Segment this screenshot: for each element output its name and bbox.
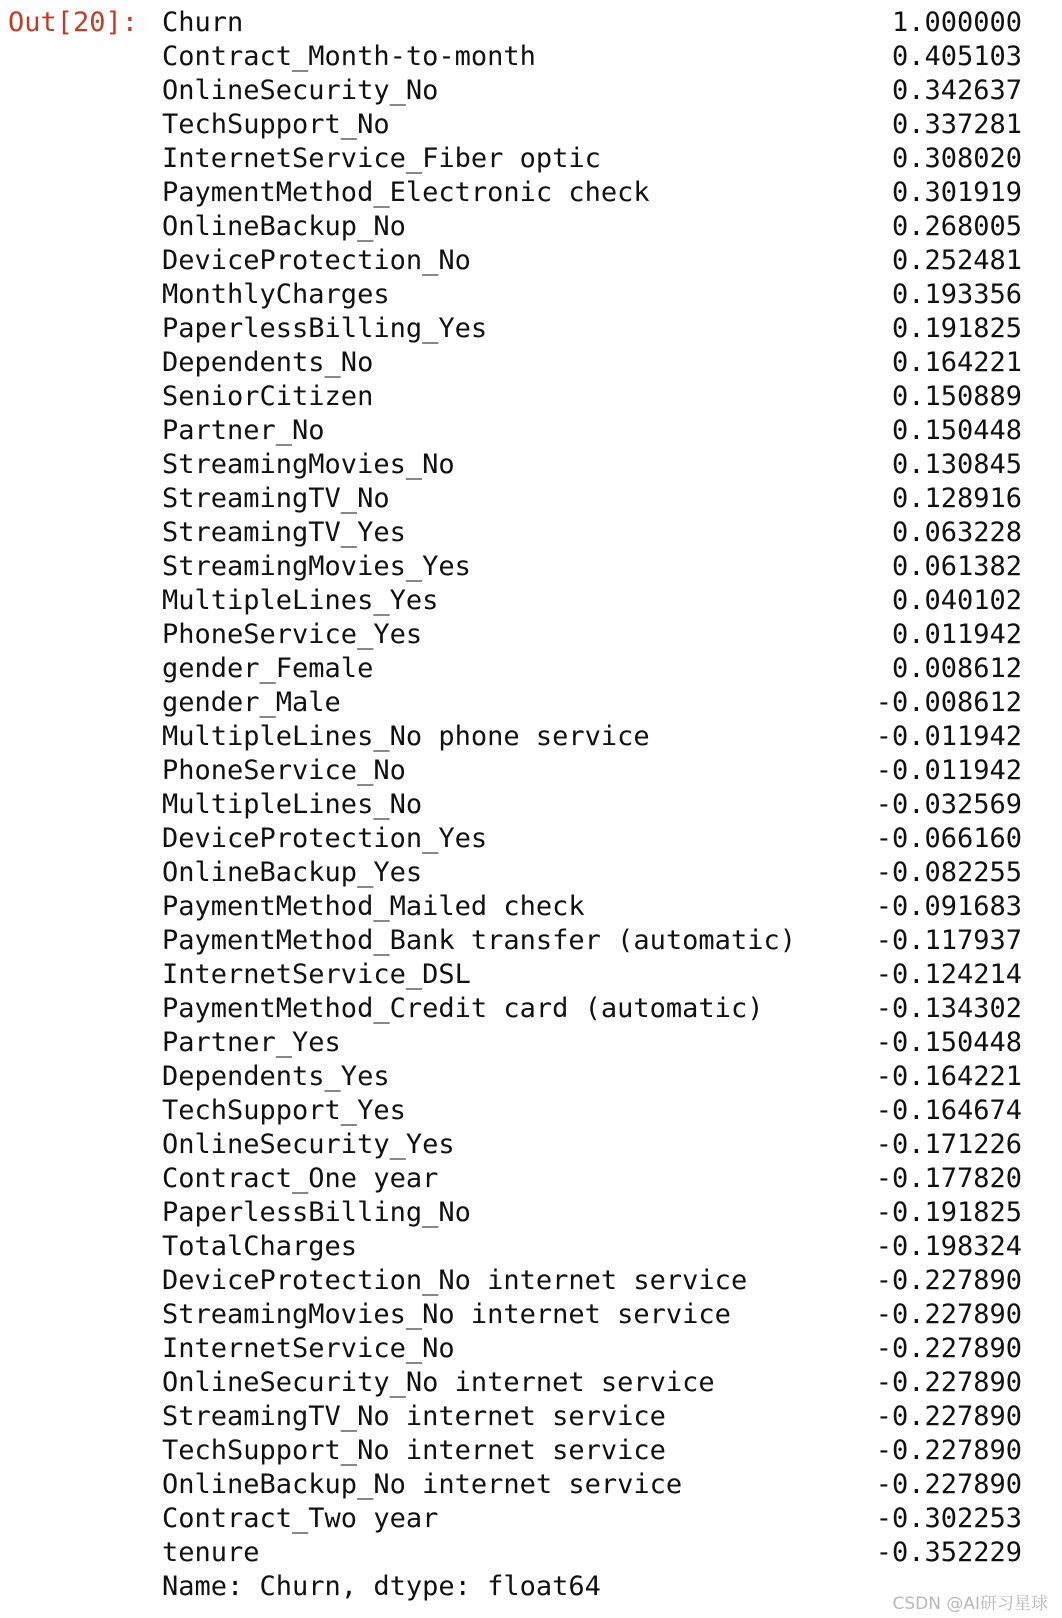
- series-row: [162, 1400, 1022, 1434]
- series-row: [162, 1128, 1022, 1162]
- series-value: -0.134302: [875, 993, 1022, 1024]
- series-value: 0.308020: [891, 143, 1022, 174]
- series-index-label: PaymentMethod_Electronic check: [162, 177, 650, 208]
- series-index-label: Dependents_No: [162, 347, 374, 378]
- series-index-label: StreamingTV_No internet service: [162, 1401, 666, 1432]
- series-value: 0.193356: [891, 279, 1022, 310]
- series-value: 0.063228: [891, 517, 1022, 548]
- series-index-label: TotalCharges: [162, 1231, 358, 1262]
- series-value: -0.091683: [875, 891, 1022, 922]
- series-value: 0.342637: [891, 75, 1022, 106]
- series-row: [162, 1366, 1022, 1400]
- series-row: [162, 1298, 1022, 1332]
- series-value: -0.227890: [875, 1265, 1022, 1296]
- series-row: [162, 1434, 1022, 1468]
- series-index-label: gender_Female: [162, 653, 374, 684]
- series-index-label: StreamingTV_Yes: [162, 517, 406, 548]
- series-index-label: InternetService_Fiber optic: [162, 143, 601, 174]
- series-index-label: StreamingTV_No: [162, 483, 390, 514]
- series-value: -0.227890: [875, 1401, 1022, 1432]
- series-value: -0.171226: [875, 1129, 1022, 1160]
- series-value: -0.198324: [875, 1231, 1022, 1262]
- series-value: -0.227890: [875, 1299, 1022, 1330]
- series-index-label: TechSupport_No internet service: [162, 1435, 666, 1466]
- series-value: 0.061382: [891, 551, 1022, 582]
- series-row: [162, 278, 1022, 312]
- series-index-label: PaperlessBilling_No: [162, 1197, 471, 1228]
- series-row: [162, 788, 1022, 822]
- series-value: 0.128916: [891, 483, 1022, 514]
- series-value: 0.268005: [891, 211, 1022, 242]
- series-row: [162, 142, 1022, 176]
- series-row: [162, 414, 1022, 448]
- series-value: 0.008612: [891, 653, 1022, 684]
- series-index-label: PaperlessBilling_Yes: [162, 313, 488, 344]
- series-index-label: OnlineSecurity_Yes: [162, 1129, 455, 1160]
- series-value: -0.117937: [875, 925, 1022, 956]
- series-index-label: TechSupport_No: [162, 109, 390, 140]
- series-index-label: tenure: [162, 1537, 260, 1568]
- series-footer: Name: Churn, dtype: float64: [162, 1571, 601, 1602]
- series-row: [162, 312, 1022, 346]
- series-row: [162, 1162, 1022, 1196]
- series-value: -0.124214: [875, 959, 1022, 990]
- series-value: -0.302253: [875, 1503, 1022, 1534]
- series-index-label: PaymentMethod_Credit card (automatic): [162, 993, 764, 1024]
- series-row: [162, 346, 1022, 380]
- series-row: [162, 210, 1022, 244]
- series-row: [162, 244, 1022, 278]
- series-value: -0.164221: [875, 1061, 1022, 1092]
- series-index-label: PaymentMethod_Bank transfer (automatic): [162, 925, 796, 956]
- watermark: CSDN @AI研习星球: [892, 1594, 1048, 1614]
- series-value: -0.227890: [875, 1367, 1022, 1398]
- series-value: 0.040102: [891, 585, 1022, 616]
- series-index-label: MultipleLines_No phone service: [162, 721, 650, 752]
- series-value: -0.177820: [875, 1163, 1022, 1194]
- series-value: -0.191825: [875, 1197, 1022, 1228]
- series-value: -0.227890: [875, 1333, 1022, 1364]
- series-value: -0.011942: [875, 755, 1022, 786]
- series-value: -0.008612: [875, 687, 1022, 718]
- series-value: -0.164674: [875, 1095, 1022, 1126]
- series-value: 0.011942: [891, 619, 1022, 650]
- series-value: -0.150448: [875, 1027, 1022, 1058]
- series-row: [162, 448, 1022, 482]
- series-index-label: OnlineBackup_Yes: [162, 857, 423, 888]
- series-row: [162, 108, 1022, 142]
- series-row: [162, 618, 1022, 652]
- series-value: 0.337281: [891, 109, 1022, 140]
- series-index-label: OnlineSecurity_No: [162, 75, 439, 106]
- series-index-label: OnlineSecurity_No internet service: [162, 1367, 715, 1398]
- series-index-label: MonthlyCharges: [162, 279, 390, 310]
- series-row: [162, 1332, 1022, 1366]
- series-index-label: DeviceProtection_No: [162, 245, 471, 276]
- series-row: [162, 924, 1022, 958]
- series-index-label: DeviceProtection_Yes: [162, 823, 488, 854]
- series-row: [162, 6, 1022, 40]
- series-row: [162, 1196, 1022, 1230]
- series-row: [162, 686, 1022, 720]
- series-index-label: Contract_Month-to-month: [162, 41, 536, 72]
- series-index-label: Dependents_Yes: [162, 1061, 390, 1092]
- series-index-label: MultipleLines_No: [162, 789, 423, 820]
- series-row: [162, 40, 1022, 74]
- series-value: -0.227890: [875, 1435, 1022, 1466]
- series-value: -0.227890: [875, 1469, 1022, 1500]
- series-row: [162, 74, 1022, 108]
- series-value: 0.191825: [891, 313, 1022, 344]
- series-row: [162, 1094, 1022, 1128]
- series-index-label: StreamingMovies_Yes: [162, 551, 471, 582]
- series-row: [162, 1230, 1022, 1264]
- series-row: [162, 856, 1022, 890]
- series-row: [162, 822, 1022, 856]
- series-row: [162, 550, 1022, 584]
- series-value: -0.082255: [875, 857, 1022, 888]
- series-row: [162, 958, 1022, 992]
- series-row: [162, 380, 1022, 414]
- series-index-label: Contract_Two year: [162, 1503, 439, 1534]
- series-value: -0.352229: [875, 1537, 1022, 1568]
- series-value: 0.130845: [891, 449, 1022, 480]
- series-index-label: TechSupport_Yes: [162, 1095, 406, 1126]
- series-row: [162, 1026, 1022, 1060]
- series-index-label: StreamingMovies_No internet service: [162, 1299, 731, 1330]
- series-row: [162, 1536, 1022, 1570]
- series-value: -0.032569: [875, 789, 1022, 820]
- series-index-label: PaymentMethod_Mailed check: [162, 891, 585, 922]
- series-index-label: InternetService_No: [162, 1333, 455, 1364]
- series-row: [162, 1264, 1022, 1298]
- series-index-label: Partner_No: [162, 415, 325, 446]
- output-prompt: Out[20]:: [8, 7, 139, 38]
- series-row: [162, 890, 1022, 924]
- series-index-label: SeniorCitizen: [162, 381, 374, 412]
- series-row: [162, 754, 1022, 788]
- series-index-label: OnlineBackup_No internet service: [162, 1469, 683, 1500]
- series-index-label: OnlineBackup_No: [162, 211, 406, 242]
- series-index-label: DeviceProtection_No internet service: [162, 1265, 748, 1296]
- series-value: -0.011942: [875, 721, 1022, 752]
- series-value: 0.301919: [891, 177, 1022, 208]
- series-value: 0.405103: [891, 41, 1022, 72]
- series-value: 0.164221: [891, 347, 1022, 378]
- series-value: 0.252481: [891, 245, 1022, 276]
- series-index-label: gender_Male: [162, 687, 341, 718]
- series-index-label: Partner_Yes: [162, 1027, 341, 1058]
- series-value: 1.000000: [891, 7, 1022, 38]
- series-index-label: StreamingMovies_No: [162, 449, 455, 480]
- series-index-label: PhoneService_Yes: [162, 619, 423, 650]
- series-row: [162, 584, 1022, 618]
- series-row: [162, 1468, 1022, 1502]
- series-row: [162, 720, 1022, 754]
- series-row: [162, 176, 1022, 210]
- series-row: [162, 652, 1022, 686]
- series-row: [162, 1060, 1022, 1094]
- series-index-label: PhoneService_No: [162, 755, 406, 786]
- series-value: -0.066160: [875, 823, 1022, 854]
- series-index-label: Contract_One year: [162, 1163, 439, 1194]
- series-row: [162, 1502, 1022, 1536]
- series-row: [162, 992, 1022, 1026]
- series-index-label: InternetService_DSL: [162, 959, 471, 990]
- series-row: [162, 482, 1022, 516]
- series-index-label: MultipleLines_Yes: [162, 585, 439, 616]
- series-value: 0.150889: [891, 381, 1022, 412]
- series-index-label: Churn: [162, 7, 244, 38]
- series-rows: [162, 6, 1022, 1570]
- series-value: 0.150448: [891, 415, 1022, 446]
- series-output: [162, 6, 1022, 1604]
- series-row: [162, 516, 1022, 550]
